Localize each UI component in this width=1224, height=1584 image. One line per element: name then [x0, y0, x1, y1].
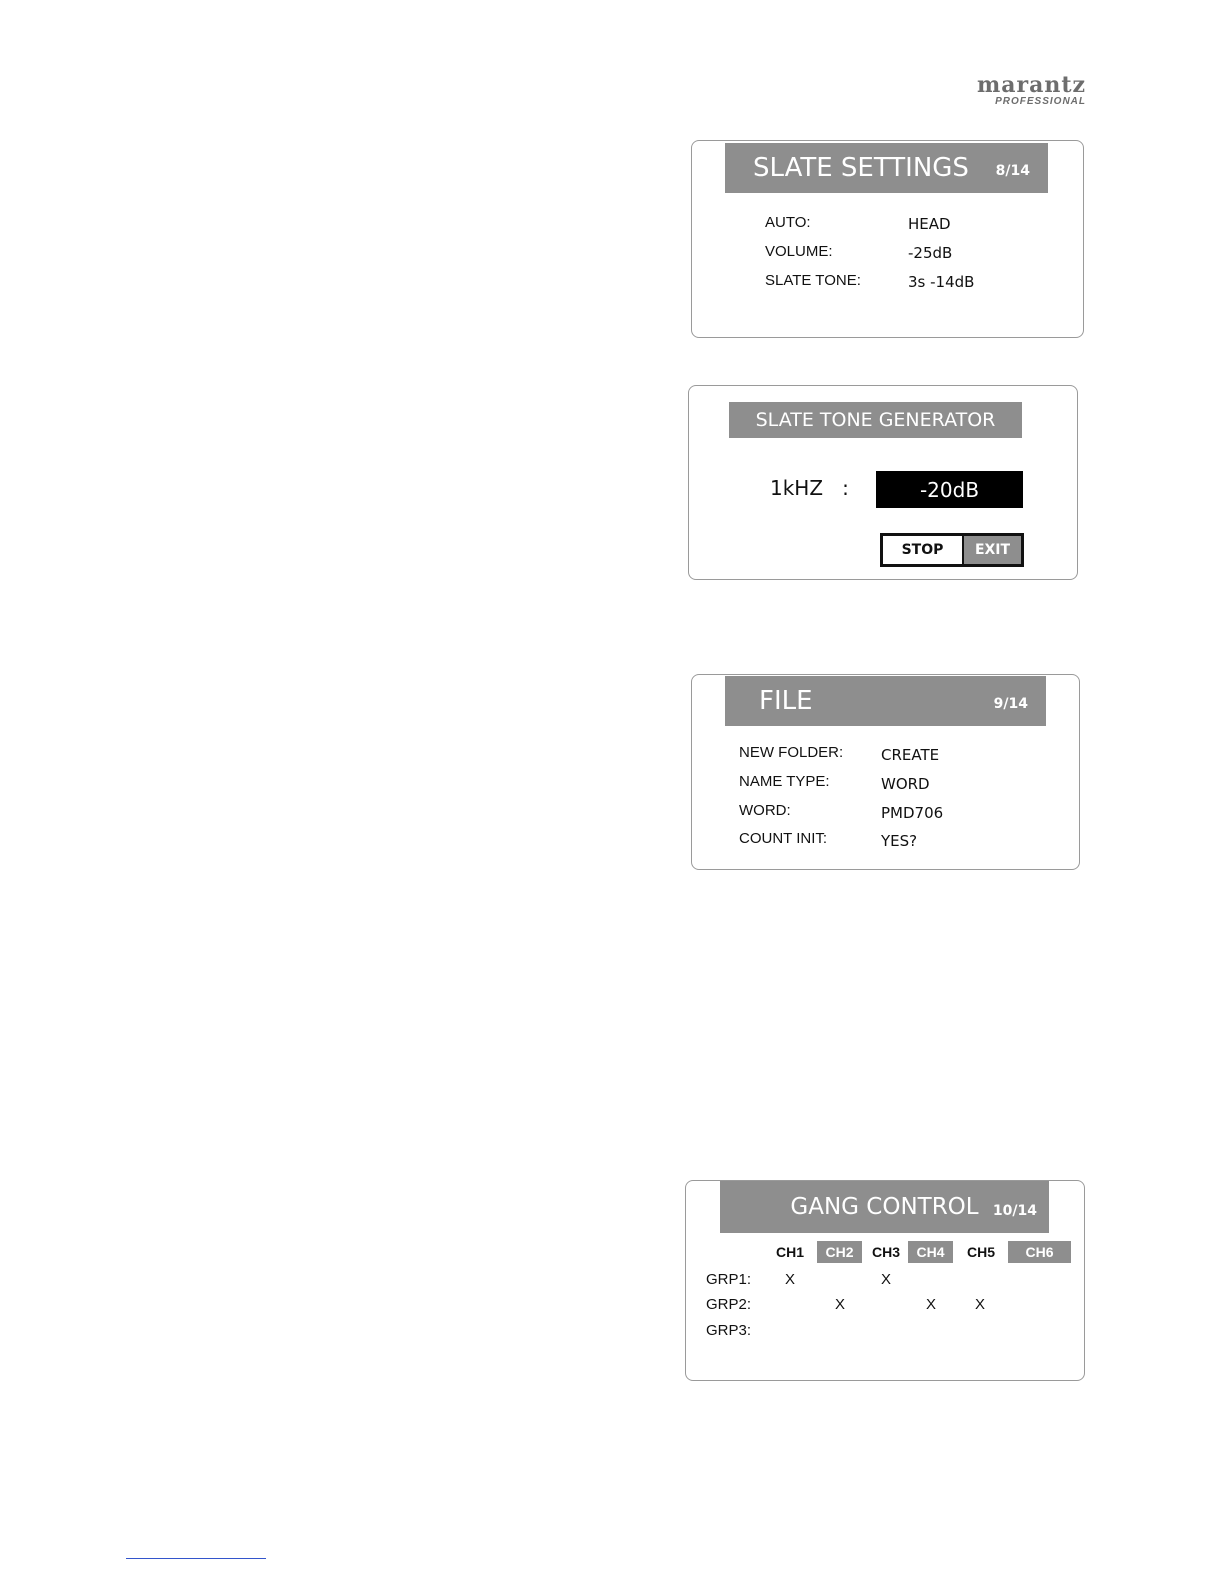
slate-tone-value: 3s -14dB — [908, 273, 975, 291]
file-title: FILE — [759, 686, 813, 716]
logo-brand-text: marantz — [976, 72, 1086, 98]
gang-control-panel — [685, 1180, 1085, 1381]
slate-settings-title: SLATE SETTINGS — [753, 153, 969, 183]
tone-level-field[interactable]: -20dB — [876, 471, 1023, 508]
gang-cell-grp1-ch1[interactable]: X — [784, 1271, 795, 1288]
file-panel — [691, 674, 1080, 870]
group-label-grp2: GRP2: — [706, 1296, 752, 1313]
gang-cell-grp1-ch3[interactable]: X — [880, 1271, 891, 1288]
channel-header-ch2[interactable]: CH2 — [817, 1241, 862, 1263]
stop-button[interactable]: STOP — [883, 536, 964, 564]
slate-tone-generator-titlebar — [729, 402, 1022, 438]
word-label: WORD: — [739, 802, 791, 819]
slate-auto-value: HEAD — [908, 215, 951, 233]
slate-tone-generator-panel — [688, 385, 1078, 580]
name-type-label: NAME TYPE: — [739, 773, 830, 790]
gang-control-titlebar — [720, 1181, 1049, 1233]
brand-logo — [977, 74, 1086, 107]
slate-tone-label: SLATE TONE: — [765, 272, 861, 289]
gang-cell-grp2-ch2[interactable]: X — [834, 1296, 845, 1313]
slate-settings-titlebar — [725, 143, 1048, 193]
count-init-value: YES? — [881, 832, 918, 850]
word-value: PMD706 — [881, 804, 944, 822]
tone-button-group — [880, 533, 1024, 567]
group-label-grp1: GRP1: — [706, 1271, 752, 1288]
channel-header-ch5[interactable]: CH5 — [966, 1244, 995, 1260]
exit-button[interactable]: EXIT — [964, 536, 1021, 564]
slate-settings-panel — [691, 140, 1084, 338]
slate-volume-value: -25dB — [908, 244, 953, 262]
footer-link-underline[interactable] — [126, 1558, 266, 1559]
gang-control-title: GANG CONTROL — [790, 1194, 979, 1220]
file-page-number: 9/14 — [993, 696, 1028, 712]
channel-header-ch3[interactable]: CH3 — [871, 1244, 900, 1260]
slate-tone-generator-title: SLATE TONE GENERATOR — [755, 409, 996, 431]
slate-settings-page-number: 8/14 — [995, 163, 1030, 179]
name-type-value: WORD — [881, 775, 930, 793]
gang-control-page-number: 10/14 — [992, 1203, 1037, 1219]
channel-header-ch6[interactable]: CH6 — [1008, 1241, 1071, 1263]
count-init-label: COUNT INIT: — [739, 830, 828, 847]
gang-cell-grp2-ch4[interactable]: X — [925, 1296, 936, 1313]
slate-auto-label: AUTO: — [765, 214, 811, 231]
file-titlebar — [725, 676, 1046, 726]
channel-header-ch4[interactable]: CH4 — [908, 1241, 953, 1263]
new-folder-value: CREATE — [881, 746, 940, 764]
new-folder-label: NEW FOLDER: — [739, 744, 844, 761]
slate-volume-label: VOLUME: — [765, 243, 833, 260]
channel-header-ch1[interactable]: CH1 — [775, 1244, 804, 1260]
group-label-grp3: GRP3: — [706, 1322, 752, 1339]
gang-cell-grp2-ch5[interactable]: X — [974, 1296, 985, 1313]
tone-frequency-label: 1kHZ : — [770, 476, 849, 500]
logo-sub-text: PROFESSIONAL — [995, 96, 1086, 107]
